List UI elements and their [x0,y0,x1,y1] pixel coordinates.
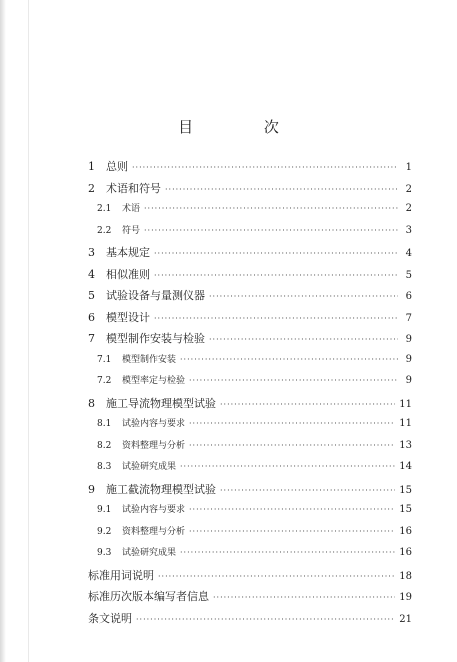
dot-leader [189,419,395,428]
toc-entry-label: 试验研究成果 [122,462,177,472]
toc-entry-number: 8.3 [97,462,112,472]
toc-entry-label: 模型率定与检验 [122,376,186,386]
toc-title: 目 次 [178,118,312,136]
toc-entry[interactable] [88,287,412,309]
toc-entry-number: 5 [88,289,95,302]
toc-entry-label: 资料整理与分析 [122,440,186,451]
toc-entry-number: 9 [88,482,95,496]
toc-entry-label: 条文说明 [88,611,132,625]
toc-entry[interactable] [88,330,412,352]
toc-entry[interactable] [88,502,412,524]
toc-entry-label: 基本规定 [106,246,150,259]
toc-entry-number: 9.1 [97,505,112,515]
toc-entry-page: 15 [399,484,412,496]
toc-entry-label: 试验设备与量测仪器 [106,289,205,302]
toc-entry-label: 标准历次版本编写者信息 [88,590,209,603]
dot-leader [132,163,398,172]
toc-entry-page: 2 [405,183,412,195]
dot-leader [154,314,398,323]
toc-entry[interactable] [88,309,412,331]
toc-entry[interactable] [88,201,412,223]
toc-entry-label: 标准用词说明 [88,568,154,582]
toc-entry-page: 9 [405,375,412,386]
toc-entry-number: 7.2 [97,376,112,386]
toc-entry-page: 1 [405,162,412,173]
toc-entry-page: 9 [405,353,412,365]
toc-entry-page: 16 [399,525,412,537]
scan-fold-line [28,0,29,662]
dot-leader [213,593,395,602]
toc-entry[interactable] [88,588,412,610]
dot-leader [165,185,398,194]
toc-entry[interactable] [88,567,412,589]
toc-entry-number: 8.1 [97,419,112,429]
toc-entry-page: 3 [405,224,412,236]
toc-entry-number: 9.2 [97,526,112,537]
toc-entry[interactable] [88,180,412,202]
dot-leader [220,486,395,495]
dot-leader [144,226,398,235]
dot-leader [189,505,395,514]
toc-entry[interactable] [88,524,412,546]
toc-entry-number: 2.2 [97,225,112,236]
toc-entry[interactable] [88,266,412,288]
toc-entry-label: 模型设计 [106,310,150,324]
dot-leader [158,572,395,581]
toc-entry-page: 18 [399,570,412,582]
toc-entry-number: 7 [88,332,95,345]
toc-entry-label: 术语和符号 [106,181,161,195]
toc-entry-page: 14 [399,461,412,472]
toc-entry-label: 施工导流物理模型试验 [106,396,216,410]
toc-entry[interactable] [88,481,412,503]
toc-entry[interactable] [88,416,412,438]
toc-entry-number: 8.2 [97,440,112,451]
toc-entry-label: 相似准则 [106,267,150,281]
dot-leader [220,400,395,409]
toc-entry-number: 1 [88,160,95,173]
toc-entry-page: 13 [399,439,412,451]
toc-entry[interactable] [88,459,412,481]
toc-entry-number: 8 [88,396,95,410]
toc-entry[interactable] [88,610,412,632]
dot-leader [180,355,398,364]
toc-entry[interactable] [88,158,412,180]
toc-entry-page: 19 [399,592,412,603]
toc-entry-number: 9.3 [97,548,112,558]
toc-entry-page: 16 [399,547,412,558]
toc-entry-page: 2 [405,203,412,214]
dot-leader [180,462,395,471]
toc-entry-page: 4 [405,248,412,259]
dot-leader [189,376,398,385]
toc-entry-label: 总则 [106,160,128,173]
toc-entry-label: 术语 [122,204,141,214]
toc-entry[interactable] [88,373,412,395]
table-of-contents [88,158,412,631]
toc-entry-label: 资料整理与分析 [122,526,186,537]
toc-entry[interactable] [88,545,412,567]
dot-leader [154,271,398,280]
toc-entry[interactable] [88,223,412,245]
toc-entry-page: 6 [405,291,412,302]
toc-entry-number: 6 [88,310,95,324]
toc-entry-number: 4 [88,267,95,281]
toc-entry-page: 5 [405,269,412,281]
toc-entry[interactable] [88,438,412,460]
toc-entry-number: 3 [88,246,95,259]
toc-entry-label: 施工截流物理模型试验 [106,482,216,496]
toc-entry-label: 试验内容与要求 [122,419,186,429]
toc-entry-number: 2 [88,181,95,195]
page-edge-shadow [0,0,6,662]
toc-entry-label: 模型制作安装 [122,354,177,365]
toc-entry-page: 7 [405,312,412,324]
toc-entry[interactable] [88,395,412,417]
dot-leader [189,441,395,450]
toc-entry-label: 模型制作安装与检验 [106,332,205,345]
toc-entry-page: 11 [399,418,412,429]
toc-entry-page: 11 [399,398,412,410]
dot-leader [189,527,395,536]
toc-entry-number: 7.1 [97,354,112,365]
toc-entry[interactable] [88,352,412,374]
toc-entry-number: 2.1 [97,204,112,214]
dot-leader [209,335,398,344]
toc-entry-label: 符号 [122,225,141,236]
dot-leader [154,249,398,258]
dot-leader [136,615,395,624]
toc-entry[interactable] [88,244,412,266]
toc-entry-page: 15 [399,504,412,515]
toc-entry-page: 9 [405,334,412,345]
dot-leader [180,548,395,557]
toc-entry-label: 试验内容与要求 [122,505,186,515]
toc-entry-page: 21 [399,613,412,625]
dot-leader [144,204,398,213]
toc-entry-label: 试验研究成果 [122,548,177,558]
dot-leader [209,292,398,301]
